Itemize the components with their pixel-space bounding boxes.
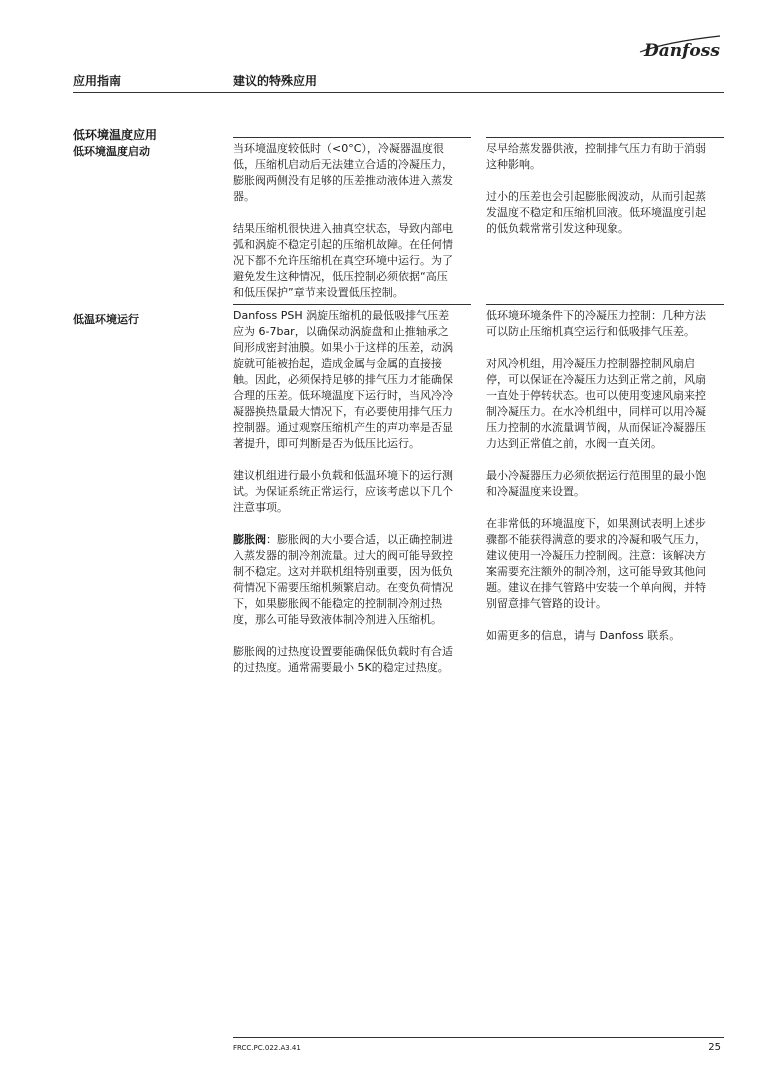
paragraph: 在非常低的环境温度下，如果测试表明上述步骤都不能获得满意的要求的冷凝和吸气压力，建议使用一冷凝压力控制阀。注意：该解决方案需要充注额外的制冷剂，这可能导致其他问题。建议在排气管路中安装一个单向阀，并特别留意排气管路的设计。 (486, 517, 706, 610)
bold-term: 膨胀阀 (233, 533, 266, 546)
paragraph: 尽早给蒸发器供液，控制排气压力有助于消弱这种影响。 (486, 142, 706, 171)
section-title: 低环境温度应用 (73, 128, 158, 142)
paragraph-expansion-valve (233, 532, 455, 628)
section2-left-column (233, 308, 455, 692)
paragraph: 建议机组进行最小负载和低温环境下的运行测试。为保证系统正常运行，应该考虑以下几个注意事项。 (233, 469, 453, 514)
section2-label: 低温环境运行 (73, 313, 139, 326)
paragraph: Danfoss PSH 涡旋压缩机的最低吸排气压差应为 6-7bar，以确保动涡旋盘和止推轴承之间形成密封油膜。如果小于这样的压差，动涡旋就可能被抬起，造成金属与金属的直接接触。因此，必须保持足够的排气压力才能确保合理的压差。低环境温度下运行时，当风冷冷凝器换热量最大情况下，有必要使用排气压力控制器。通过观察压缩机产生的声功率是否显著提升，即可判断是否为低压比运行。 (233, 309, 453, 450)
paragraph: 膨胀阀的过热度设置要能确保低负载时有合适的过热度。通常需要最小 5K的稳定过热度。 (233, 645, 453, 674)
paragraph: 过小的压差也会引起膨胀阀波动，从而引起蒸发温度不稳定和压缩机回液。低环境温度引起的低负载常常引发这种现象。 (486, 190, 706, 235)
header-left: 应用指南 (73, 74, 122, 88)
section2-right-column (486, 308, 708, 660)
section1-left-divider (233, 137, 471, 138)
footer-divider (233, 1037, 724, 1038)
document-code: FRCC.PC.022.A3.41 (233, 1044, 301, 1052)
section1-right-divider (486, 137, 724, 138)
svg-text:Danfoss: Danfoss (644, 41, 720, 61)
paragraph: 结果压缩机很快进入抽真空状态，导致内部电弧和涡旋不稳定引起的压缩机故障。在任何情况下都不允许压缩机在真空环境中运行。为了避免发生这种情况，低压控制必须依据“高压和低压保护”章节来设置低压控制。 (233, 222, 453, 299)
section2-left-divider (233, 304, 471, 305)
section2-right-divider (486, 304, 724, 305)
paragraph: 对风冷机组，用冷凝压力控制器控制风扇启停，可以保证在冷凝压力达到正常之前，风扇一直处于停转状态。也可以使用变速风扇来控制冷凝压力。在水冷机组中，同样可以用冷凝压力控制的水流量调节阀，从而保证冷凝器压力达到正常值之前，水阀一直关闭。 (486, 357, 706, 450)
paragraph: 低环境环境条件下的冷凝压力控制：几种方法可以防止压缩机真空运行和低吸排气压差。 (486, 309, 706, 338)
section1-right-column (486, 141, 708, 253)
paragraph: 最小冷凝器压力必须依据运行范围里的最小饱和冷凝温度来设置。 (486, 469, 706, 498)
section1-left-column (233, 141, 455, 317)
header-right: 建议的特殊应用 (233, 74, 318, 88)
paragraph-text: ：膨胀阀的大小要合适，以正确控制进入蒸发器的制冷剂流量。过大的阀可能导致控制不稳定。这对并联机组特别重要，因为低负荷情况下需要压缩机频繁启动。在变负荷情况下，如果膨胀阀不能稳定的控制制冷剂过热度，那么可能导致液体制冷剂进入压缩机。 (233, 533, 453, 626)
section1-label: 低环境温度启动 (73, 145, 150, 158)
paragraph: 如需更多的信息，请与 Danfoss 联系。 (486, 629, 681, 642)
paragraph: 当环境温度较低时（<0°C），冷凝器温度很低，压缩机启动后无法建立合适的冷凝压力，膨胀阀两侧没有足够的压差推动液体进入蒸发器。 (233, 142, 453, 203)
page-number: 25 (708, 1042, 721, 1053)
header-divider (73, 92, 724, 93)
danfoss-logo (636, 30, 724, 64)
